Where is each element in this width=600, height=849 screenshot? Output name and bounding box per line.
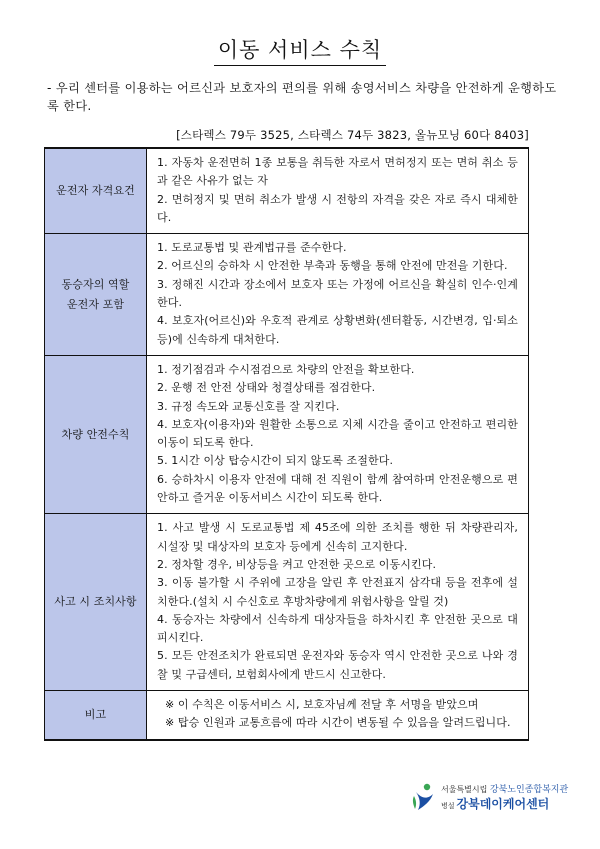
rule-item: 3. 이동 불가할 시 주위에 고장을 알린 후 안전표지 삼각대 등을 전후에 설치한다.(설치 시 수신호로 후방차량에게 위험사항을 알릴 것) bbox=[157, 576, 518, 608]
rule-item: 2. 운행 전 안전 상태와 청결상태를 점검한다. bbox=[157, 381, 376, 395]
rule-item: 4. 보호자(어르신)와 우호적 관계로 상황변화(센터활동, 시간변경, 입·퇴소 등)에 신속하게 대처한다. bbox=[157, 314, 518, 346]
section-content bbox=[147, 514, 529, 691]
section-content bbox=[147, 691, 529, 740]
rules-row bbox=[45, 148, 529, 234]
rules-row bbox=[45, 355, 529, 513]
rules-row bbox=[45, 234, 529, 356]
section-content bbox=[147, 234, 529, 356]
section-label bbox=[45, 148, 147, 234]
rules-row bbox=[45, 514, 529, 691]
section-content bbox=[147, 355, 529, 513]
rule-item: ※ 탑승 인원과 교통흐름에 따라 시간이 변동될 수 있음을 알려드립니다. bbox=[165, 716, 511, 730]
rule-item: 1. 사고 발생 시 도로교통법 제 45조에 의한 조치를 행한 뒤 차량관리자, 시설장 및 대상자의 보호자 등에게 신속히 고지한다. bbox=[157, 521, 518, 553]
rule-item: 2. 어르신의 승하차 시 안전한 부축과 동행을 통해 안전에 만전을 기한다. bbox=[157, 259, 508, 273]
section-label bbox=[45, 691, 147, 740]
section-label-line: 운전자 자격요건 bbox=[56, 184, 135, 198]
section-label-line: 운전자 포함 bbox=[66, 297, 125, 311]
rule-item: 5. 1시간 이상 탑승시간이 되지 않도록 조절한다. bbox=[157, 454, 394, 468]
section-label-line: 사고 시 조치사항 bbox=[54, 595, 137, 609]
section-label-line: 비고 bbox=[84, 707, 107, 721]
rules-table bbox=[44, 147, 529, 741]
rules-row bbox=[45, 691, 529, 740]
rule-item: 2. 정차할 경우, 비상등을 켜고 안전한 곳으로 이동시킨다. bbox=[157, 557, 437, 571]
organization-parent: 서울특별시립 강북노인종합복지관 bbox=[441, 785, 569, 795]
rule-item: 1. 정기점검과 수시점검으로 차량의 안전을 확보한다. bbox=[157, 362, 415, 376]
document-title: 이동 서비스 수칙 bbox=[0, 34, 600, 64]
rule-item: 6. 승하차시 이용자 안전에 대해 전 직원이 함께 참여하며 안전운행으로 편안하고 즐거운 이동서비스 시간이 되도록 한다. bbox=[157, 472, 518, 505]
rule-item: 4. 동승자는 차량에서 신속하게 대상자들을 하차시킨 후 안전한 곳으로 대피시킨다. bbox=[157, 612, 518, 645]
rule-item: 5. 모든 안전조치가 완료되면 운전자와 동승자 역시 안전한 곳으로 나와 경찰 및 구급센터, 보험회사에게 반드시 신고한다. bbox=[157, 649, 518, 681]
section-label-line: 동승자의 역할 bbox=[61, 277, 130, 291]
rule-item: 1. 자동차 운전면허 1종 보통을 취득한 자로서 면허정지 또는 면허 취소 등과 같은 사유가 없는 자 bbox=[157, 156, 518, 188]
section-label-line: 차량 안전수칙 bbox=[61, 427, 130, 441]
vehicle-list: [스타렉스 79두 3525, 스타렉스 74두 3823, 올뉴모닝 60다 8403] bbox=[176, 128, 529, 142]
rule-item: 3. 규정 속도와 교통신호를 잘 지킨다. bbox=[157, 399, 340, 413]
section-label bbox=[45, 514, 147, 691]
rule-item: 2. 면허정지 및 면허 취소가 발생 시 전항의 자격을 갖은 자로 즉시 대체한다. bbox=[157, 192, 518, 224]
rule-item: ※ 이 수칙은 이동서비스 시, 보호자님께 전달 후 서명을 받았으며 bbox=[165, 698, 479, 712]
rule-item: 1. 도로교통법 및 관계법규를 준수한다. bbox=[157, 241, 347, 255]
section-label bbox=[45, 234, 147, 356]
organization-logo-icon bbox=[412, 782, 436, 812]
section-content bbox=[147, 148, 529, 234]
rule-item: 3. 정해진 시간과 장소에서 보호자 또는 가정에 어르신을 확실히 인수·인계한다. bbox=[157, 277, 518, 310]
organization-footer bbox=[412, 779, 569, 819]
intro-text: - 우리 센터를 이용하는 어르신과 보호자의 편의를 위해 송영서비스 차량을 안전하게 운행하도록 한다. bbox=[47, 81, 557, 113]
organization-name: 병설 강북데이케어센터 bbox=[441, 797, 550, 811]
rule-item: 4. 보호자(이용자)와 원활한 소통으로 지체 시간을 줄이고 안전하고 편리한 이동이 되도록 한다. bbox=[157, 417, 518, 450]
section-label bbox=[45, 355, 147, 513]
